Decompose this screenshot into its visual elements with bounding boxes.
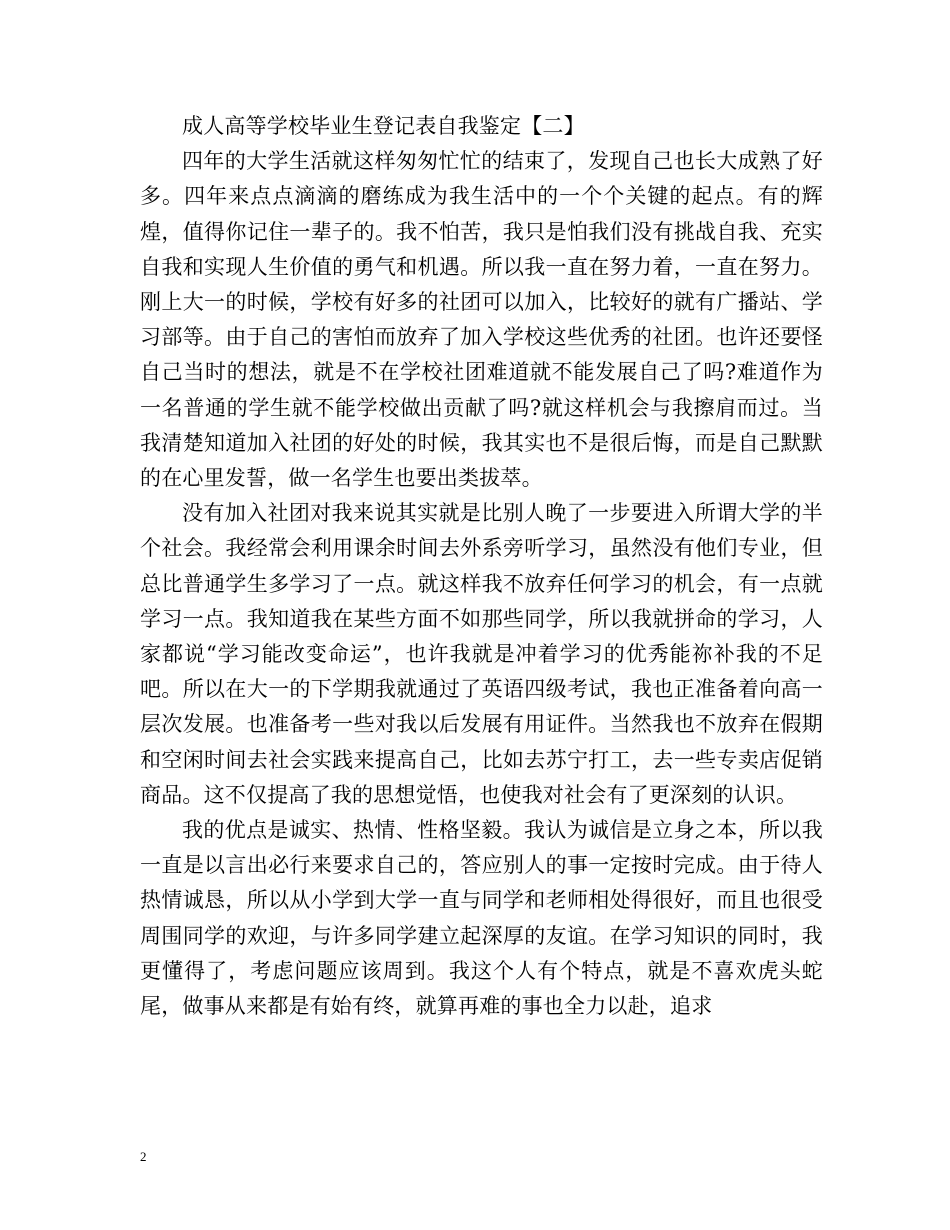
- page-number: 2: [140, 1149, 147, 1164]
- paragraph-3: 我的优点是诚实、热情、性格坚毅。我认为诚信是立身之本，所以我一直是以言出必行来要求自己的，答应别人的事一定按时完成。由于待人热情诚恳，所以从小学到大学一直与同学和老师相处得很好，而且也很受周围同学的欢迎，与许多同学建立起深厚的友谊。在学习知识的同时，我更懂得了，考虑问题应该周到。我这个人有个特点，就是不喜欢虎头蛇尾，做事从来都是有始有终，就算再难的事也全力以赴，追求: [140, 818, 823, 1019]
- document-title: 成人高等学校毕业生登记表自我鉴定【二】: [182, 114, 585, 138]
- paragraph-2: 没有加入社团对我来说其实就是比别人晚了一步要进入所谓大学的半个社会。我经常会利用课余时间去外系旁听学习，虽然没有他们专业，但总比普通学生多学习了一点。就这样我不放弃任何学习的机会，有一点就学习一点。我知道我在某些方面不如那些同学，所以我就拼命的学习，人家都说“学习能改变命运”，也许我就是冲着学习的优秀能祢补我的不足吧。所以在大一的下学期我就通过了英语四级考试，我也正准备着向高一层次发展。也准备考一些对我以后发展有用证件。当然我也不放弃在假期和空闲时间去社会实践来提高自己，比如去苏宁打工，去一些专卖店促销商品。这不仅提高了我的思想觉悟，也使我对社会有了更深刻的认识。: [140, 501, 823, 807]
- document-body: [140, 109, 823, 1024]
- paragraph-1: 四年的大学生活就这样匆匆忙忙的结束了，发现自己也长大成熟了好多。四年来点点滴滴的磨练成为我生活中的一个个关键的起点。有的辉煌，值得你记住一辈子的。我不怕苦，我只是怕我们没有挑战自我、充实自我和实现人生价值的勇气和机遇。所以我一直在努力着，一直在努力。刚上大一的时候，学校有好多的社团可以加入，比较好的就有广播站、学习部等。由于自己的害怕而放弃了加入学校这些优秀的社团。也许还要怪自己当时的想法，就是不在学校社团难道就不能发展自己了吗?难道作为一名普通的学生就不能学校做出贡献了吗?就这样机会与我擦肩而过。当我清楚知道加入社团的好处的时候，我其实也不是很后悔，而是自己默默的在心里发誓，做一名学生也要出类拔萃。: [140, 149, 823, 491]
